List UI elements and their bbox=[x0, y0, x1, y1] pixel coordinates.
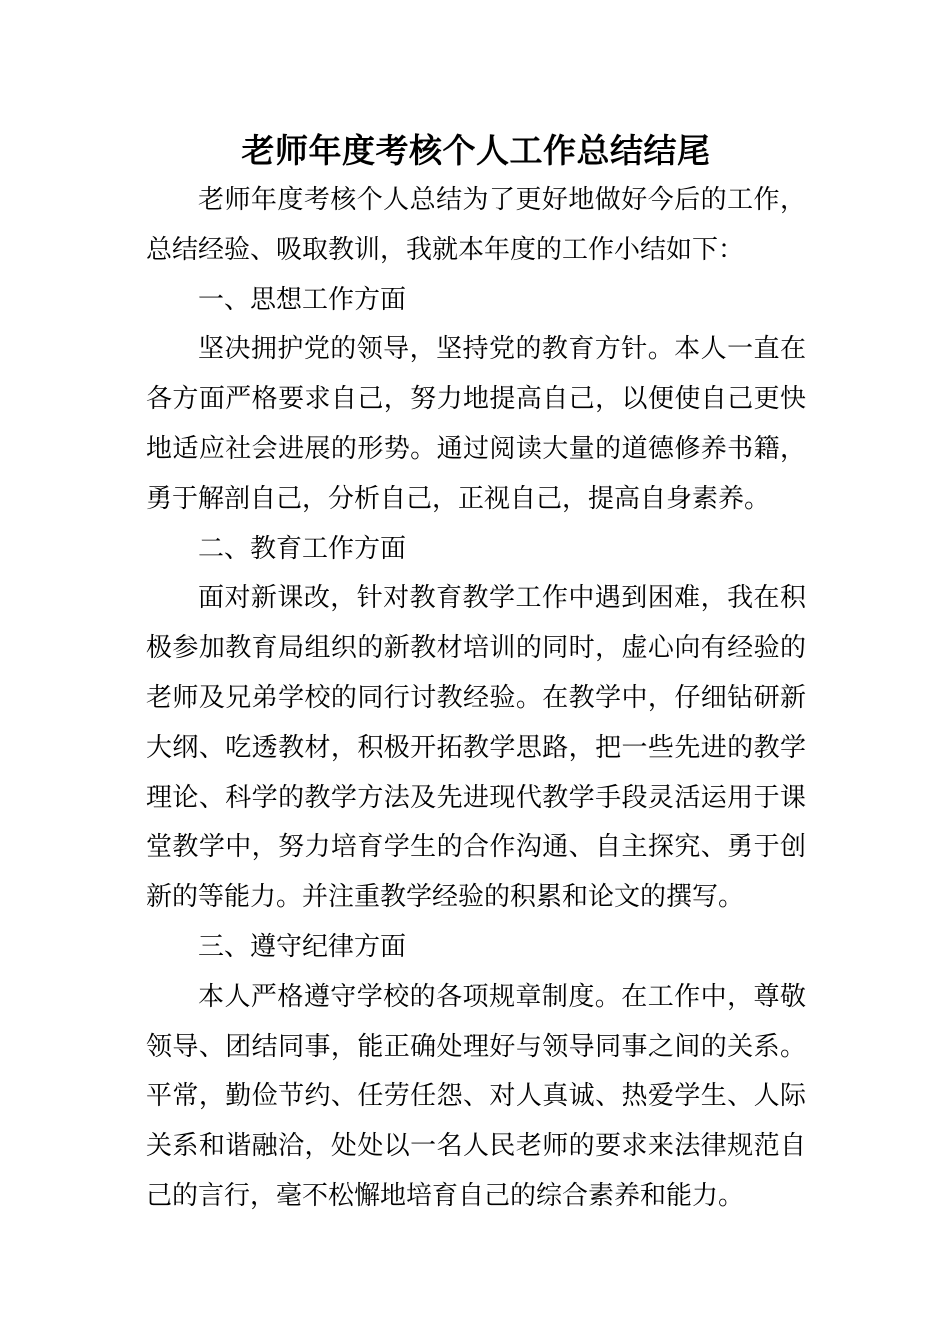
intro-paragraph: 老师年度考核个人总结为了更好地做好今后的工作，总结经验、吸取教训，我就本年度的工作小结如下： bbox=[146, 185, 806, 265]
section-body-thought: 坚决拥护党的领导，坚持党的教育方针。本人一直在各方面严格要求自己，努力地提高自己，以便使自己更快地适应社会进展的形势。通过阅读大量的道德修养书籍，勇于解剖自己，分析自己，正视自己，提高自身素养。 bbox=[146, 334, 806, 514]
document-title: 老师年度考核个人工作总结结尾 bbox=[241, 131, 711, 170]
document-content bbox=[146, 126, 806, 1222]
section-heading-discipline: 三、遵守纪律方面 bbox=[198, 931, 407, 962]
section-body-education: 面对新课改，针对教育教学工作中遇到困难，我在积极参加教育局组织的新教材培训的同时，虚心向有经验的老师及兄弟学校的同行讨教经验。在教学中，仔细钻研新大纲、吃透教材，积极开拓教学思路，把一些先进的教学理论、科学的教学方法及先进现代教学手段灵活运用于课堂教学中，努力培育学生的合作沟通、自主探究、勇于创新的等能力。并注重教学经验的积累和论文的撰写。 bbox=[146, 583, 806, 913]
section-heading-thought: 一、思想工作方面 bbox=[198, 284, 407, 315]
section-heading-education: 二、教育工作方面 bbox=[198, 533, 407, 564]
section-body-discipline: 本人严格遵守学校的各项规章制度。在工作中，尊敬领导、团结同事，能正确处理好与领导同事之间的关系。平常，勤俭节约、任劳任怨、对人真诚、热爱学生、人际关系和谐融洽，处处以一名人民老师的要求来法律规范自己的言行，毫不松懈地培育自己的综合素养和能力。 bbox=[146, 981, 806, 1211]
